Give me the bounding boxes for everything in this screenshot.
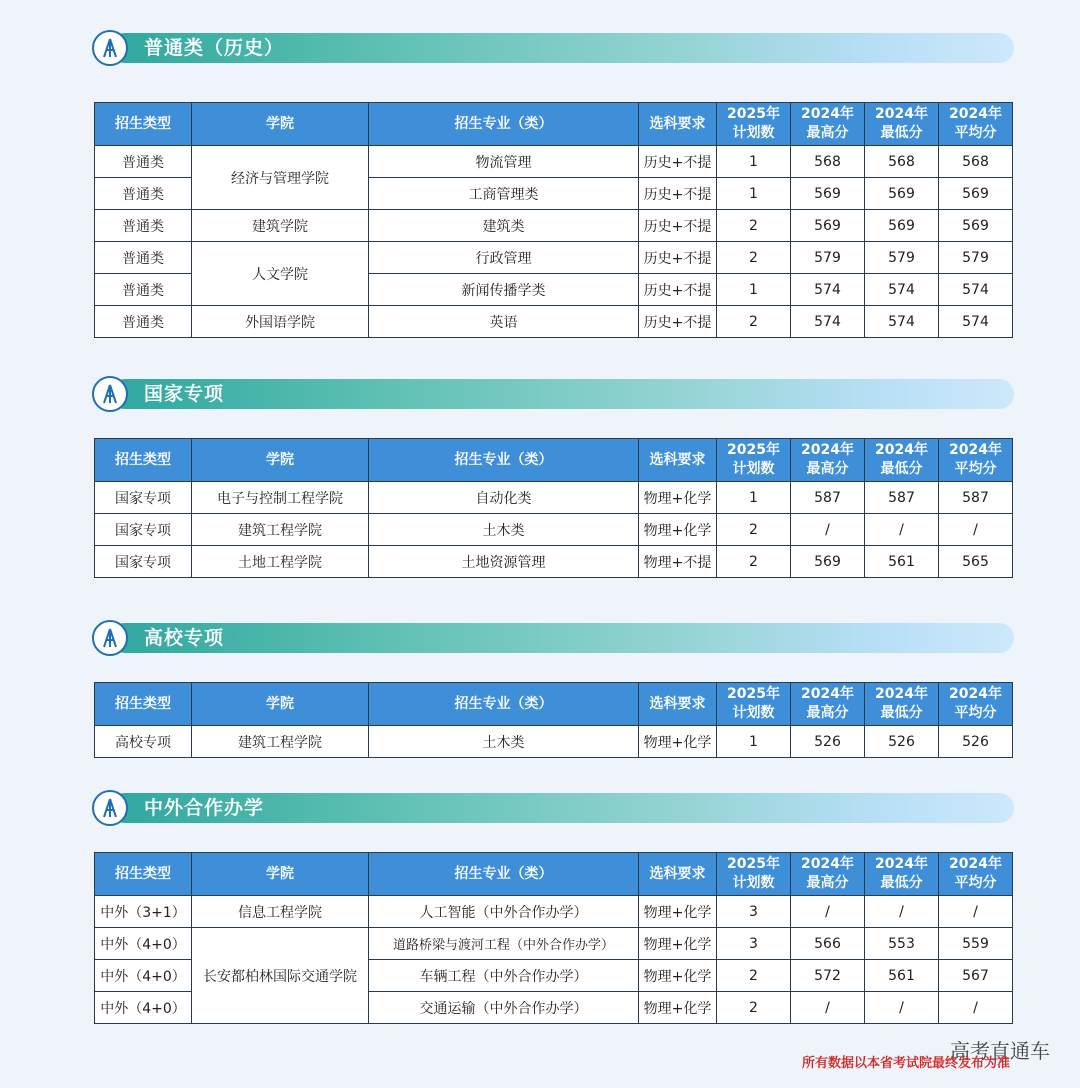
cell: 587 [939,482,1013,514]
cell: 建筑工程学院 [192,726,369,758]
table-row [95,546,1013,578]
cell: 土木类 [369,726,639,758]
cell: / [939,514,1013,546]
cell: 569 [939,210,1013,242]
cell: 土地工程学院 [192,546,369,578]
cell: 1 [717,178,791,210]
header-min: 2024年 最低分 [865,683,939,726]
cell: 587 [791,482,865,514]
cell: 574 [865,274,939,306]
header-max: 2024年 最高分 [791,683,865,726]
cell: 物理+化学 [639,992,717,1024]
section-national-special [94,376,1012,571]
section-general-history [94,30,1012,331]
table-row [95,242,1013,274]
header-type: 招生类型 [95,683,192,726]
cell: 信息工程学院 [192,896,369,928]
cell: 物理+不提 [639,546,717,578]
cell: 经济与管理学院 [192,146,369,210]
cell: 574 [939,306,1013,338]
section-banner [92,620,1014,656]
table-row [95,306,1013,338]
table-row [95,514,1013,546]
header-subjects: 选科要求 [639,853,717,896]
cell: 中外（4+0） [95,928,192,960]
cell: 物理+化学 [639,928,717,960]
cell: 长安都柏林国际交通学院 [192,928,369,1024]
header-min: 2024年 最低分 [865,853,939,896]
cell: 历史+不提 [639,210,717,242]
cell: 569 [939,178,1013,210]
cell: 自动化类 [369,482,639,514]
header-min: 2024年 最低分 [865,439,939,482]
cell: / [865,992,939,1024]
admission-table [94,852,1013,1024]
watermark: 高考直通车 [950,1039,1050,1063]
cell: 587 [865,482,939,514]
cell: 物理+化学 [639,896,717,928]
table-row [95,482,1013,514]
section-banner [92,376,1014,412]
cell: 历史+不提 [639,178,717,210]
cell: 3 [717,896,791,928]
header-type: 招生类型 [95,439,192,482]
cell: / [791,896,865,928]
admission-table [94,438,1013,578]
university-logo-icon [92,30,128,66]
cell: 人文学院 [192,242,369,306]
section-banner [92,790,1014,826]
cell: 车辆工程（中外合作办学） [369,960,639,992]
cell: 561 [865,546,939,578]
cell: 普通类 [95,210,192,242]
table-row [95,210,1013,242]
cell: 建筑学院 [192,210,369,242]
footnote: 所有数据以本省考试院最终发布为准 [801,1056,1010,1071]
section-title: 高校专项 [144,627,225,649]
cell: 普通类 [95,242,192,274]
cell: / [865,514,939,546]
cell: 高校专项 [95,726,192,758]
header-plan: 2025年 计划数 [717,439,791,482]
cell: 物理+化学 [639,514,717,546]
cell: 物流管理 [369,146,639,178]
cell: 建筑类 [369,210,639,242]
cell: 物理+化学 [639,482,717,514]
header-subjects: 选科要求 [639,439,717,482]
cell: / [939,992,1013,1024]
cell: 历史+不提 [639,146,717,178]
header-college: 学院 [192,683,369,726]
cell: / [791,514,865,546]
cell: 国家专项 [95,482,192,514]
header-max: 2024年 最高分 [791,853,865,896]
header-avg: 2024年 平均分 [939,853,1013,896]
cell: 526 [939,726,1013,758]
cell: 交通运输（中外合作办学） [369,992,639,1024]
header-plan: 2025年 计划数 [717,853,791,896]
cell: 外国语学院 [192,306,369,338]
header-major: 招生专业（类） [369,103,639,146]
university-logo-icon [92,376,128,412]
cell: 新闻传播学类 [369,274,639,306]
cell: 526 [791,726,865,758]
cell: 人工智能（中外合作办学） [369,896,639,928]
header-avg: 2024年 平均分 [939,103,1013,146]
cell: 569 [791,178,865,210]
cell: 559 [939,928,1013,960]
table-row [95,146,1013,178]
cell: 历史+不提 [639,242,717,274]
cell: 土木类 [369,514,639,546]
header-max: 2024年 最高分 [791,103,865,146]
cell: 568 [865,146,939,178]
header-type: 招生类型 [95,103,192,146]
section-title: 普通类（历史） [144,37,285,59]
cell: 历史+不提 [639,274,717,306]
header-major: 招生专业（类） [369,853,639,896]
header-min: 2024年 最低分 [865,103,939,146]
table-header-row [95,853,1013,896]
cell: 普通类 [95,146,192,178]
cell: 2 [717,960,791,992]
header-avg: 2024年 平均分 [939,683,1013,726]
cell: 电子与控制工程学院 [192,482,369,514]
cell: 572 [791,960,865,992]
cell: 1 [717,726,791,758]
section-title: 国家专项 [144,383,225,405]
table-header-row [95,439,1013,482]
section-university-special [94,620,1012,751]
cell: 574 [791,306,865,338]
admission-table [94,682,1013,758]
cell: 569 [791,210,865,242]
cell: 2 [717,514,791,546]
cell: 568 [791,146,865,178]
cell: 568 [939,146,1013,178]
cell: 工商管理类 [369,178,639,210]
cell: 579 [865,242,939,274]
header-avg: 2024年 平均分 [939,439,1013,482]
cell: 2 [717,992,791,1024]
header-plan: 2025年 计划数 [717,683,791,726]
admission-table [94,102,1013,338]
cell: 2 [717,546,791,578]
cell: / [939,896,1013,928]
cell: 行政管理 [369,242,639,274]
cell: 579 [791,242,865,274]
cell: 国家专项 [95,546,192,578]
cell: 553 [865,928,939,960]
header-max: 2024年 最高分 [791,439,865,482]
cell: 英语 [369,306,639,338]
header-plan: 2025年 计划数 [717,103,791,146]
cell: / [865,896,939,928]
cell: 2 [717,210,791,242]
cell: 574 [939,274,1013,306]
header-college: 学院 [192,103,369,146]
cell: 道路桥梁与渡河工程（中外合作办学） [369,928,639,960]
header-major: 招生专业（类） [369,683,639,726]
cell: 569 [865,178,939,210]
cell: 574 [791,274,865,306]
cell: 物理+化学 [639,960,717,992]
cell: 1 [717,482,791,514]
header-major: 招生专业（类） [369,439,639,482]
section-banner [92,30,1014,66]
cell: 1 [717,274,791,306]
table-row [95,928,1013,960]
cell: 中外（4+0） [95,992,192,1024]
cell: 中外（3+1） [95,896,192,928]
table-header-row [95,683,1013,726]
cell: 565 [939,546,1013,578]
cell: 建筑工程学院 [192,514,369,546]
cell: 574 [865,306,939,338]
header-college: 学院 [192,439,369,482]
cell: 566 [791,928,865,960]
cell: 普通类 [95,306,192,338]
header-subjects: 选科要求 [639,103,717,146]
cell: 3 [717,928,791,960]
table-row [95,726,1013,758]
cell: 普通类 [95,178,192,210]
cell: 2 [717,306,791,338]
banner-bar [110,623,1014,653]
university-logo-icon [92,790,128,826]
cell: 2 [717,242,791,274]
cell: 526 [865,726,939,758]
table-row [95,896,1013,928]
cell: 561 [865,960,939,992]
cell: 土地资源管理 [369,546,639,578]
cell: 国家专项 [95,514,192,546]
section-title: 中外合作办学 [144,797,265,819]
header-college: 学院 [192,853,369,896]
header-subjects: 选科要求 [639,683,717,726]
cell: / [791,992,865,1024]
cell: 569 [791,546,865,578]
cell: 历史+不提 [639,306,717,338]
cell: 569 [865,210,939,242]
section-sino-foreign [94,790,1012,1017]
cell: 普通类 [95,274,192,306]
table-header-row [95,103,1013,146]
university-logo-icon [92,620,128,656]
header-type: 招生类型 [95,853,192,896]
cell: 579 [939,242,1013,274]
cell: 567 [939,960,1013,992]
cell: 中外（4+0） [95,960,192,992]
cell: 物理+化学 [639,726,717,758]
banner-bar [110,379,1014,409]
cell: 1 [717,146,791,178]
